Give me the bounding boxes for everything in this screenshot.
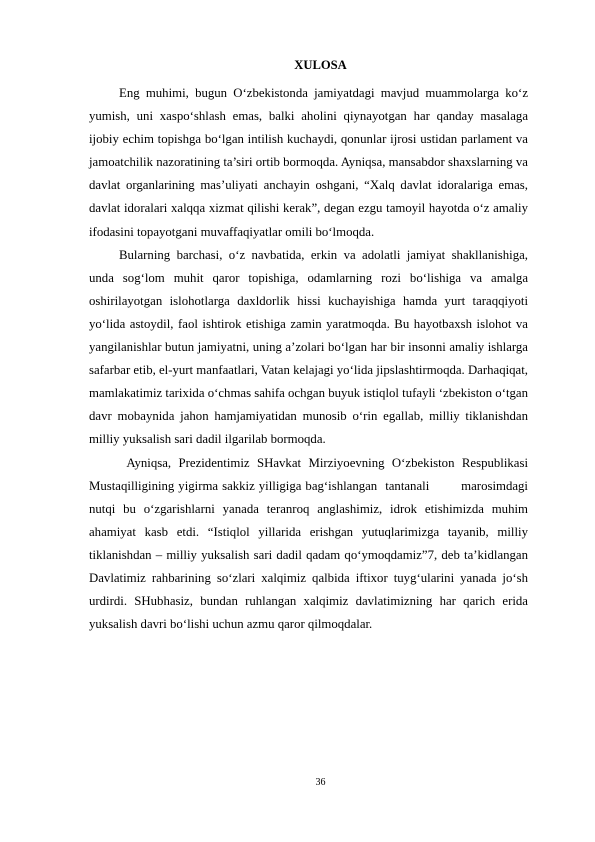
page-number: 36 [315, 777, 326, 788]
paragraph-3: Ayniqsa, Prezidentimiz SHavkat Mirziyoevning O‘zbekiston Respublikasi Mustaqilligining yigirma sakkiz yilligiga bag‘ishlangan tantanali marosimdagi nutqi bu o‘zgarishlarni yanada teranroq anglashimiz, idrok etishimizda muhim ahamiyat kasb etdi. “Istiqlol yillarida erishgan yutuqlarimizga tayanib, milliy tiklanishdan – milliy yuksalish sari dadil qadam qo‘ymoqdamiz”7, deb ta’kidlangan Davlatimiz rahbarining so‘zlari xalqimiz qalbida iftixor tuyg‘ularini yanada jo‘sh urdirdi. SHubhasiz, bundan ruhlangan xalqimiz davlatimizning har qarich erida yuksalish davri bo‘lishi uchun azmu qaror qilmoqdalar. [89, 455, 532, 632]
section-title: XULOSA [294, 58, 347, 72]
body-text [89, 82, 532, 636]
paragraph-1: Eng muhimi, bugun O‘zbekistonda jamiyatdagi mavjud muammolarga ko‘z yumish, uni xaspo‘shlash emas, balki aholini qiynayotgan har qanday masalaga ijobiy echim topishga bo‘lgan intilish kuchaydi, qonunlar ijrosi ustidan parlament va jamoatchilik nazoratining ta’siri ortib bormoqda. Ayniqsa, mansabdor shaxslarning va davlat organlarining mas’uliyati anchayin oshgani, “Xalq davlat idoralariga emas, davlat idoralari xalqqa xizmat qilishi kerak”, degan ezgu tamoyil hayotda o‘z amaliy ifodasini topayotgani muvaffaqiyatlar omili bo‘lmoqda. [89, 86, 528, 239]
paragraph-2: Bularning barchasi, o‘z navbatida, erkin va adolatli jamiyat shakllanishiga, unda sog‘lom muhit qaror topishiga, odamlarning rozi bo‘lishiga va amalga oshirilayotgan islohotlarga daxldorlik hissi kuchayishiga hamda yurt taraqqiyoti yo‘lida astoydil, faol ishtirok etishiga zamin yaratmoqda. Bu hayotbaxsh islohot va yangilanishlar butun jamiyatni, uning a’zolari bo‘lgan har bir insonni amaliy ishlarga safarbar etib, el-yurt manfaatlari, Vatan kelajagi yo‘lida jipslashtirmoqda. Darhaqiqat, mamlakatimiz tarixida o‘chmas sahifa ochgan buyuk istiqlol tufayli ‘zbekiston o‘tgan davr mobaynida jahon hamjamiyatidan munosib o‘rin egallab, milliy tiklanishdan milliy yuksalish sari dadil ilgarilab bormoqda. [89, 247, 528, 447]
